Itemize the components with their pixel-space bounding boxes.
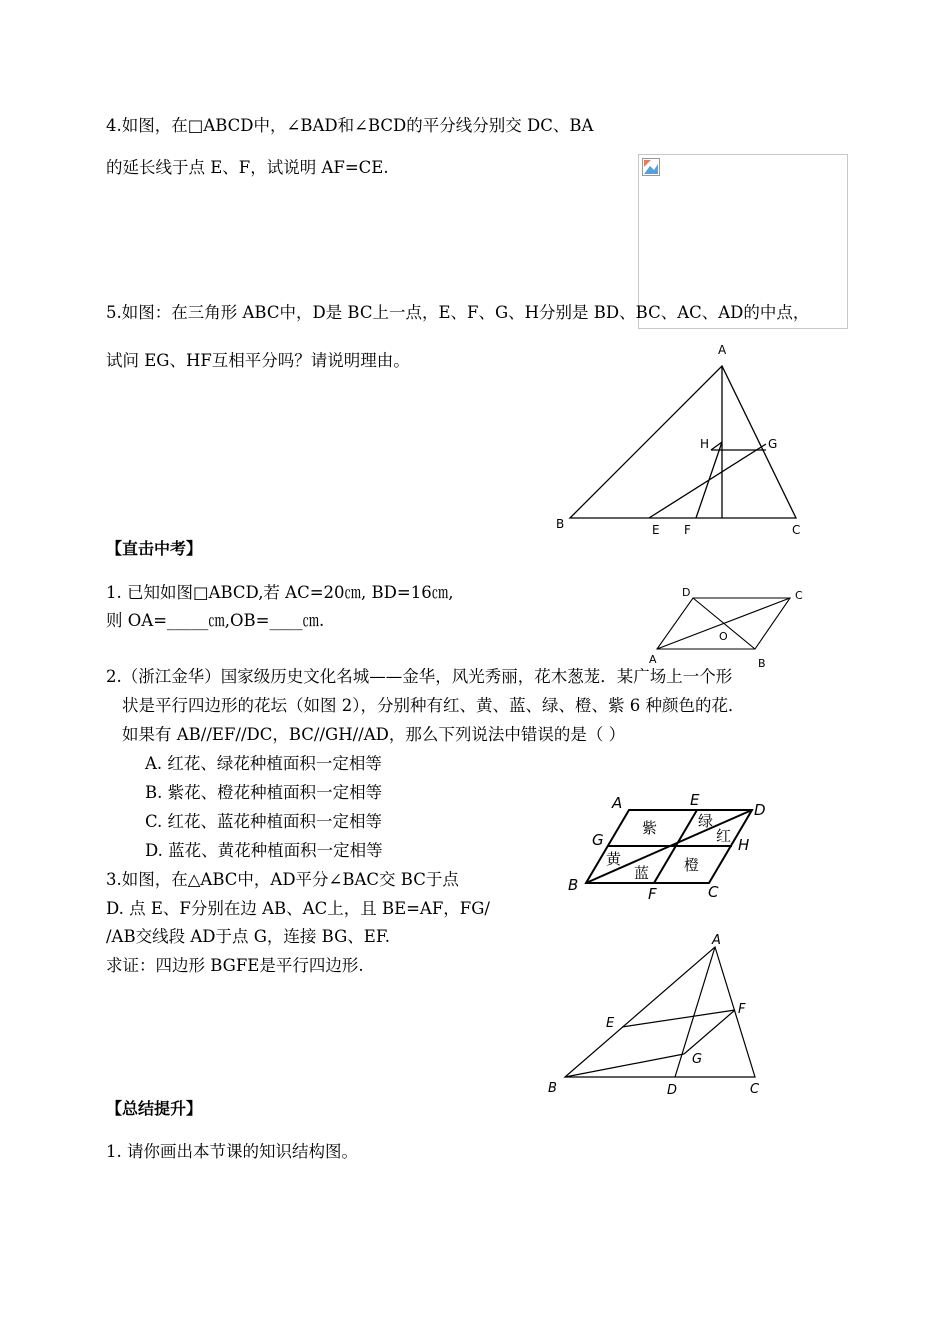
z3-triangle-figure [540, 930, 780, 1105]
region-orange: 橙 [684, 856, 700, 874]
z2-option-b: B. 紫花、橙花种植面积一定相等 [145, 783, 383, 802]
label-c: C [792, 523, 801, 537]
z2-option-c: C. 红花、蓝花种植面积一定相等 [145, 812, 383, 831]
region-blue: 蓝 [634, 864, 650, 882]
z1-parallelogram-figure [645, 583, 815, 673]
z2-option-d: D. 蓝花、黄花种植面积一定相等 [145, 841, 383, 860]
z3-line-3: /AB交线段 AD于点 G，连接 BG、EF. [106, 927, 390, 946]
label-o: O [719, 630, 728, 643]
segment-eg [649, 444, 766, 518]
region-purple: 紫 [642, 819, 658, 837]
label-b: B [758, 657, 766, 670]
label-c: C [708, 883, 719, 901]
segment-bg [565, 1054, 684, 1077]
z3-line-2: D. 点 E、F分别在边 AB、AC上，且 BE=AF，FG/ [106, 899, 490, 918]
z1-line-1: 1. 已知如图□ABCD,若 AC=20㎝, BD=16㎝, [106, 583, 454, 602]
region-red: 红 [716, 827, 732, 845]
label-a: A [712, 933, 721, 948]
z2-option-a: A. 红花、绿花种植面积一定相等 [145, 754, 382, 773]
triangle-abc [570, 366, 796, 518]
z2-line-3: 如果有 AB//EF//DC，BC//GH//AD，那么下列说法中错误的是（ ） [122, 725, 626, 744]
segment-hf [696, 442, 722, 518]
q5-triangle-figure [550, 340, 810, 540]
label-b: B [568, 876, 579, 894]
z2-line-2: 状是平行四边形的花坛（如图 2），分别种有红、黄、蓝、绿、橙、紫 6 种颜色的花． [122, 696, 745, 715]
broken-image-icon [642, 158, 660, 176]
label-g: G [592, 831, 604, 849]
z1-line-2: 则 OA=_____㎝,OB=____㎝. [106, 611, 325, 630]
label-g: G [768, 437, 778, 451]
label-f: F [738, 1002, 746, 1017]
label-e: E [690, 791, 700, 809]
triangle-abc [565, 947, 755, 1077]
label-b: B [548, 1081, 557, 1096]
label-g: G [692, 1052, 703, 1067]
q5-line-2: 试问 EG、HF互相平分吗？请说明理由。 [106, 351, 410, 370]
q5-line-1: 5.如图：在三角形 ABC中，D是 BC上一点，E、F、G、H分别是 BD、BC、AC、AD的中点， [106, 303, 810, 322]
q4-line-2: 的延长线于点 E、F，试说明 AF=CE. [106, 158, 389, 177]
q4-line-1: 4.如图，在□ABCD中，∠BAD和∠BCD的平分线分别交 DC、BA [106, 116, 594, 135]
label-h: H [700, 437, 710, 451]
label-a: A [718, 343, 727, 357]
label-c: C [750, 1082, 760, 1097]
s1-line-1: 1. 请你画出本节课的知识结构图。 [106, 1142, 358, 1161]
label-c: C [795, 589, 803, 602]
label-a: A [612, 794, 623, 812]
label-d: D [754, 801, 766, 819]
label-b: B [556, 517, 565, 531]
region-green: 绿 [698, 812, 714, 830]
label-f: F [684, 523, 691, 537]
label-h: H [738, 836, 750, 854]
section-heading-zongjie: 【总结提升】 [106, 1099, 203, 1118]
label-e: E [606, 1016, 615, 1031]
region-yellow: 黄 [606, 850, 622, 868]
section-heading-zhiji: 【直击中考】 [106, 539, 203, 558]
z2-line-1: 2.（浙江金华）国家级历史文化名城——金华，风光秀丽，花木葱茏．某广场上一个形 [106, 667, 733, 686]
label-f: F [648, 885, 657, 903]
label-e: E [652, 523, 660, 537]
label-d: D [667, 1083, 678, 1098]
label-d: D [682, 586, 691, 599]
z2-flowerbed-figure [564, 790, 794, 905]
z3-line-4: 求证：四边形 BGFE是平行四边形. [106, 956, 364, 975]
z3-line-1: 3.如图，在△ABC中，AD平分∠BAC交 BC于点 [106, 870, 459, 889]
label-a: A [649, 653, 657, 666]
